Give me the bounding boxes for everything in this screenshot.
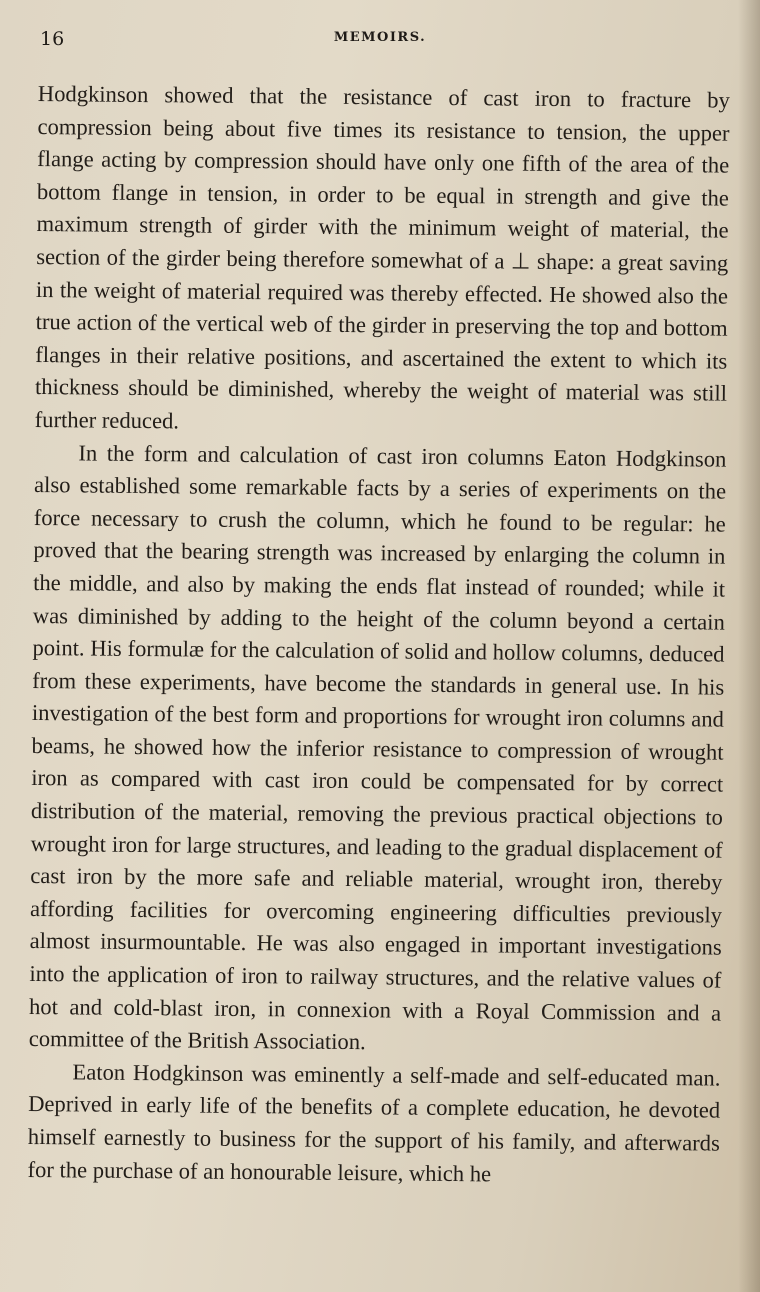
body-text [27, 78, 730, 1193]
spine-shadow [738, 0, 760, 1292]
paragraph-girder-flanges: Hodgkinson showed that the resistance of cast iron to fracture by compression being about five times its resistance to tension, the upper flange acting by compression should have only one fifth of the area of the bottom flange in tension, in order to be equal in strength and give the maximum strength of girder with the minimum weight of material, the section of the girder being therefore somewhat of a ⊥ shape: a great saving in the weight of material required was thereby effected. He showed also the true action of the vertical web of the girder in preserving the top and bottom flanges in their relative positions, and ascertained the extent to which its thickness should be diminished, whereby the weight of material was still further reduced. [34, 80, 730, 434]
paragraph-self-made-man: Eaton Hodgkinson was eminently a self-made and self-educated man. Deprived in early life of the benefits of a complete education, he devoted himself earnestly to business for the support of his family, and afterwards for the purchase of an honourable leisure, which he [27, 1059, 721, 1186]
running-title: MEMOIRS. [333, 30, 427, 45]
page-number: 16 [40, 28, 65, 50]
paragraph-cast-iron-columns: In the form and calculation of cast iron columns Eaton Hodgkinson also established some remarkable facts by a series of experiments on the force necessary to crush the column, which he found to be regular: he proved that the bearing strength was increased by enlarging the column in the middle, and also by making the ends flat instead of rounded; while it was diminished by adding to the height of the column beyond a certain point. His formulæ for the calculation of solid and hollow columns, deduced from these experiments, have become the standards in general use. In his investigation of the best form and proportions for wrought iron columns and beams, he showed how the inferior resistance to compression of wrought iron as compared with cast iron could be compensated for by correct distribution of the material, removing the previous practical objections to wrought iron for large structures, and leading to the gradual displacement of cast iron by the more safe and reliable material, wrought iron, thereby affording facilities for overcoming engineering difficulties previously almost insurmountable. He was also engaged in important investigations into the application of iron to railway structures, and the relative values of hot and cold-blast iron, in connexion with a Royal Commission and a committee of the British Association. [28, 439, 727, 1055]
page-header [40, 28, 720, 56]
